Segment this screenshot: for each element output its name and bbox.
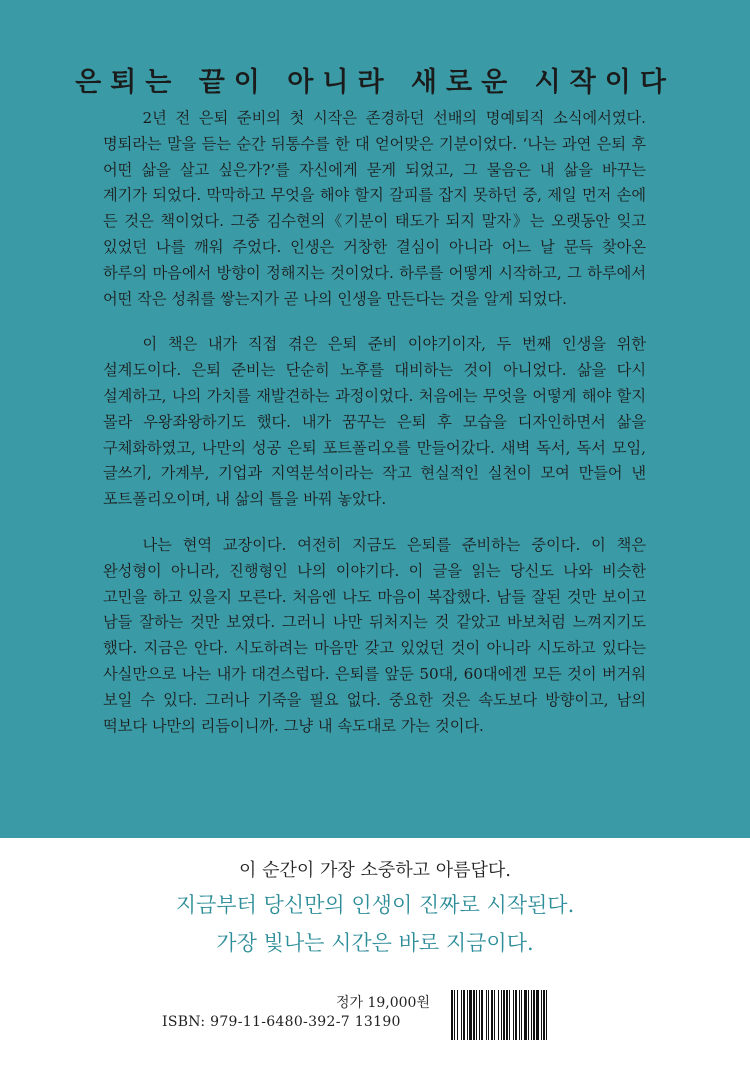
slogan-2: 지금부터 당신만의 인생이 진짜로 시작된다. (175, 893, 575, 917)
paragraph-3: 나는 현역 교장이다. 여전히 지금도 은퇴를 준비하는 중이다. 이 책은 완성형이 아니라, 진행형인 나의 이야기다. 이 글을 읽는 당신도 나와 비슷한 고민을 하고 있을지 모른다. 처음엔 나도 마음이 복잡했다. 남들 잘된 것만 보이고 남들 잘하는 것만 보였다. 그러니 나만 뒤처지는 것 같았고 바보처럼 느껴지기도 했다. 지금은 안다. 시도하려는 마음만 갖고 있었던 것이 아니라 시도하고 있다는 사실만으로 나는 내가 대견스럽다. 은퇴를 앞둔 50대, 60대에겐 모든 것이 버거워 보일 수 있다. 그러나 기죽을 필요 없다. 중요한 것은 속도보다 방향이고, 남의 떡보다 나만의 리듬이니까. 그냥 내 속도대로 가는 것이다. (103, 535, 646, 735)
paragraph-2: 이 책은 내가 직접 겪은 은퇴 준비 이야기이자, 두 번째 인생을 위한 설계도이다. 은퇴 준비는 단순히 노후를 대비하는 것이 아니었다. 삶을 다시 설계하고, 나의 가치를 재발견하는 과정이었다. 처음에는 무엇을 어떻게 해야 할지 몰라 우왕좌왕하기도 했다. 내가 꿈꾸는 은퇴 후 모습을 디자인하면서 삶을 구체화하였고, 나만의 성공 은퇴 포트폴리오를 만들어갔다. 새벽 독서, 독서 모임, 글쓰기, 가계부, 기업과 지역분석이라는 작고 현실적인 실천이 모여 만들어 낸 포트폴리오이며, 내 삶의 틀을 바꿔 놓았다. (103, 335, 646, 509)
slogan-1: 이 순간이 가장 소중하고 아름답다. (238, 860, 512, 881)
barcode-icon (451, 990, 601, 1040)
headline: 은퇴는 끝이 아니라 새로운 시작이다 (75, 67, 675, 98)
body-text (103, 106, 646, 739)
paragraph-1: 2년 전 은퇴 준비의 첫 시작은 존경하던 선배의 명예퇴직 소식에서였다. 명퇴라는 말을 듣는 순간 뒤통수를 한 대 얻어맞은 기분이었다. ‘나는 과연 은퇴 후 어떤 삶을 살고 싶은가?’를 자신에게 묻게 되었고, 그 물음은 내 삶을 바꾸는 계기가 되었다. 막막하고 무엇을 해야 할지 갈피를 잡지 못하던 중, 제일 먼저 손에 든 것은 책이었다. 그중 김수현의《기분이 태도가 되지 말자》는 오랫동안 잊고 있었던 나를 깨워 주었다. 인생은 거창한 결심이 아니라 어느 날 문득 찾아온 하루의 마음에서 방향이 정해지는 것이었다. 하루를 어떻게 시작하고, 그 하루에서 어떤 작은 성취를 쌓는지가 곧 나의 인생을 만든다는 것을 알게 되었다. (103, 109, 646, 308)
back-cover-bottom (0, 838, 750, 1089)
slogan-3: 가장 빛나는 시간은 바로 지금이다. (216, 931, 534, 955)
isbn: ISBN: 979-11-6480-392-7 13190 (162, 1014, 401, 1030)
price: 정가 19,000원 (335, 995, 430, 1011)
